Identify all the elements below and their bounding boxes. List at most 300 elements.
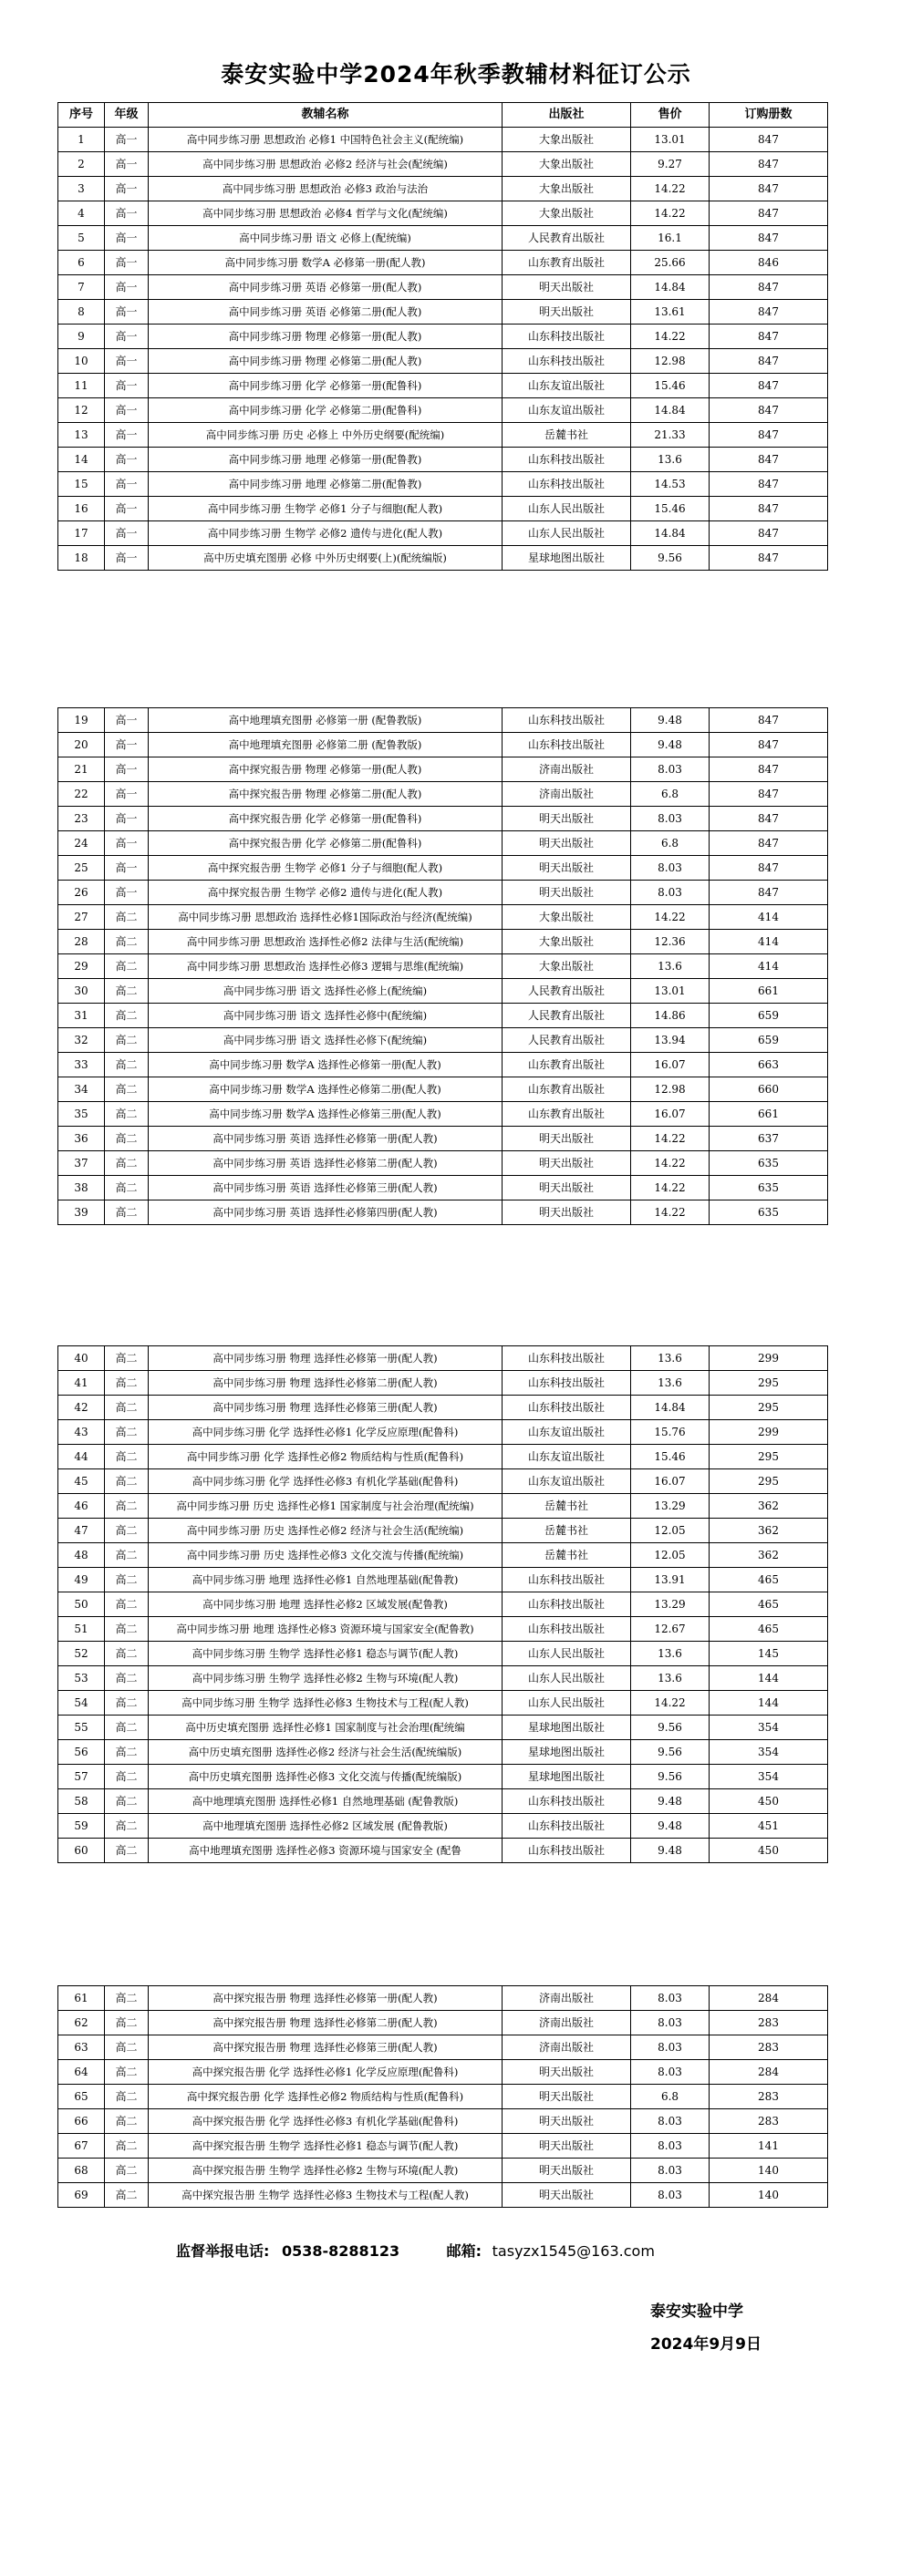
cell-price: 13.29	[631, 1592, 710, 1617]
cell-grade: 高一	[105, 521, 149, 546]
table-row	[58, 1617, 828, 1642]
cell-no: 30	[58, 979, 105, 1004]
cell-price: 14.22	[631, 325, 710, 349]
phone-label: 监督举报电话:	[176, 2242, 270, 2260]
cell-qty: 465	[710, 1592, 828, 1617]
table-row	[58, 757, 828, 782]
cell-no: 39	[58, 1200, 105, 1225]
cell-name: 高中同步练习册 数学A 选择性必修第三册(配人教)	[149, 1102, 503, 1127]
cell-publisher: 大象出版社	[503, 201, 631, 226]
cell-name: 高中同步练习册 数学A 选择性必修第一册(配人教)	[149, 1053, 503, 1077]
cell-qty: 847	[710, 275, 828, 300]
cell-no: 57	[58, 1765, 105, 1789]
cell-qty: 354	[710, 1716, 828, 1740]
cell-qty: 847	[710, 708, 828, 733]
cell-name: 高中同步练习册 历史 选择性必修1 国家制度与社会治理(配统编)	[149, 1494, 503, 1519]
page-title: 泰安实验中学2024年秋季教辅材料征订公示	[221, 61, 691, 88]
table-row	[58, 1028, 828, 1053]
cell-publisher: 明天出版社	[503, 2183, 631, 2208]
cell-qty: 661	[710, 1102, 828, 1127]
cell-qty: 847	[710, 128, 828, 152]
cell-publisher: 山东友谊出版社	[503, 1445, 631, 1469]
cell-no: 17	[58, 521, 105, 546]
cell-grade: 高一	[105, 201, 149, 226]
cell-qty: 451	[710, 1814, 828, 1839]
cell-price: 9.48	[631, 1814, 710, 1839]
materials-table-part-4	[57, 1985, 828, 2208]
cell-qty: 141	[710, 2134, 828, 2159]
cell-grade: 高二	[105, 1102, 149, 1127]
cell-price: 12.05	[631, 1519, 710, 1543]
cell-publisher: 山东友谊出版社	[503, 398, 631, 423]
cell-publisher: 明天出版社	[503, 831, 631, 856]
cell-price: 16.07	[631, 1102, 710, 1127]
cell-no: 60	[58, 1839, 105, 1863]
cell-no: 24	[58, 831, 105, 856]
cell-name: 高中同步练习册 英语 必修第二册(配人教)	[149, 300, 503, 325]
table-row	[58, 2011, 828, 2035]
cell-name: 高中同步练习册 历史 必修上 中外历史纲要(配统编)	[149, 423, 503, 448]
cell-grade: 高二	[105, 1789, 149, 1814]
cell-grade: 高二	[105, 1371, 149, 1396]
cell-price: 12.67	[631, 1617, 710, 1642]
table-row	[58, 128, 828, 152]
cell-qty: 635	[710, 1200, 828, 1225]
cell-name: 高中同步练习册 物理 选择性必修第三册(配人教)	[149, 1396, 503, 1420]
cell-publisher: 星球地图出版社	[503, 1765, 631, 1789]
cell-grade: 高二	[105, 1445, 149, 1469]
table-row	[58, 1986, 828, 2011]
cell-name: 高中探究报告册 生物学 选择性必修3 生物技术与工程(配人教)	[149, 2183, 503, 2208]
cell-name: 高中同步练习册 英语 选择性必修第一册(配人教)	[149, 1127, 503, 1151]
table-header-row	[58, 103, 828, 128]
cell-name: 高中同步练习册 化学 选择性必修2 物质结构与性质(配鲁科)	[149, 1445, 503, 1469]
header-no: 序号	[58, 103, 105, 128]
cell-no: 68	[58, 2159, 105, 2183]
cell-grade: 高二	[105, 2159, 149, 2183]
cell-publisher: 山东友谊出版社	[503, 374, 631, 398]
cell-grade: 高二	[105, 930, 149, 954]
cell-grade: 高二	[105, 1716, 149, 1740]
cell-name: 高中探究报告册 化学 必修第一册(配鲁科)	[149, 807, 503, 831]
cell-grade: 高一	[105, 226, 149, 251]
cell-qty: 295	[710, 1445, 828, 1469]
table-row	[58, 325, 828, 349]
cell-no: 52	[58, 1642, 105, 1666]
cell-grade: 高二	[105, 1077, 149, 1102]
cell-grade: 高二	[105, 1543, 149, 1568]
cell-qty: 847	[710, 398, 828, 423]
cell-publisher: 山东教育出版社	[503, 1102, 631, 1127]
cell-qty: 283	[710, 2085, 828, 2109]
cell-price: 12.98	[631, 1077, 710, 1102]
cell-price: 14.22	[631, 1176, 710, 1200]
cell-qty: 284	[710, 2060, 828, 2085]
cell-name: 高中同步练习册 地理 选择性必修1 自然地理基础(配鲁教)	[149, 1568, 503, 1592]
cell-no: 65	[58, 2085, 105, 2109]
cell-no: 50	[58, 1592, 105, 1617]
cell-qty: 847	[710, 177, 828, 201]
cell-grade: 高二	[105, 1028, 149, 1053]
cell-qty: 847	[710, 325, 828, 349]
cell-publisher: 山东科技出版社	[503, 1814, 631, 1839]
cell-qty: 847	[710, 300, 828, 325]
cell-publisher: 山东科技出版社	[503, 448, 631, 472]
cell-grade: 高二	[105, 1839, 149, 1863]
table-row	[58, 1839, 828, 1863]
cell-grade: 高二	[105, 1469, 149, 1494]
cell-price: 12.98	[631, 349, 710, 374]
cell-name: 高中历史填充图册 选择性必修2 经济与社会生活(配统编版)	[149, 1740, 503, 1765]
cell-publisher: 山东人民出版社	[503, 521, 631, 546]
cell-qty: 847	[710, 497, 828, 521]
cell-grade: 高二	[105, 1592, 149, 1617]
cell-name: 高中探究报告册 化学 选择性必修2 物质结构与性质(配鲁科)	[149, 2085, 503, 2109]
cell-price: 16.07	[631, 1469, 710, 1494]
cell-price: 13.6	[631, 1642, 710, 1666]
cell-name: 高中同步练习册 生物学 选择性必修1 稳态与调节(配人教)	[149, 1642, 503, 1666]
cell-price: 8.03	[631, 757, 710, 782]
cell-qty: 635	[710, 1176, 828, 1200]
cell-grade: 高二	[105, 2011, 149, 2035]
cell-qty: 140	[710, 2159, 828, 2183]
cell-qty: 284	[710, 1986, 828, 2011]
cell-no: 40	[58, 1346, 105, 1371]
cell-no: 10	[58, 349, 105, 374]
cell-qty: 663	[710, 1053, 828, 1077]
table-row	[58, 1077, 828, 1102]
cell-publisher: 山东教育出版社	[503, 1077, 631, 1102]
cell-grade: 高一	[105, 733, 149, 757]
materials-table-part-3	[57, 1345, 828, 1863]
cell-price: 16.1	[631, 226, 710, 251]
cell-grade: 高二	[105, 1494, 149, 1519]
cell-qty: 847	[710, 152, 828, 177]
cell-price: 6.8	[631, 2085, 710, 2109]
cell-grade: 高一	[105, 708, 149, 733]
cell-name: 高中探究报告册 物理 必修第二册(配人教)	[149, 782, 503, 807]
table-row	[58, 300, 828, 325]
table-row	[58, 2159, 828, 2183]
cell-publisher: 济南出版社	[503, 1986, 631, 2011]
cell-no: 18	[58, 546, 105, 571]
cell-no: 33	[58, 1053, 105, 1077]
cell-publisher: 山东友谊出版社	[503, 1469, 631, 1494]
cell-qty: 299	[710, 1346, 828, 1371]
cell-qty: 847	[710, 472, 828, 497]
cell-no: 22	[58, 782, 105, 807]
cell-qty: 299	[710, 1420, 828, 1445]
cell-no: 2	[58, 152, 105, 177]
cell-grade: 高二	[105, 2035, 149, 2060]
cell-grade: 高一	[105, 152, 149, 177]
table-row	[58, 275, 828, 300]
cell-qty: 140	[710, 2183, 828, 2208]
cell-name: 高中探究报告册 生物学 必修2 遗传与进化(配人教)	[149, 881, 503, 905]
table-row	[58, 2085, 828, 2109]
cell-grade: 高二	[105, 1666, 149, 1691]
cell-grade: 高一	[105, 546, 149, 571]
materials-table-part-1	[57, 102, 828, 571]
cell-price: 21.33	[631, 423, 710, 448]
cell-name: 高中同步练习册 地理 必修第二册(配鲁教)	[149, 472, 503, 497]
cell-grade: 高一	[105, 300, 149, 325]
email-label: 邮箱:	[446, 2242, 482, 2260]
cell-name: 高中同步练习册 物理 选择性必修第二册(配人教)	[149, 1371, 503, 1396]
cell-price: 14.84	[631, 398, 710, 423]
cell-grade: 高二	[105, 1200, 149, 1225]
cell-no: 27	[58, 905, 105, 930]
cell-name: 高中同步练习册 语文 选择性必修中(配统编)	[149, 1004, 503, 1028]
cell-grade: 高一	[105, 423, 149, 448]
cell-qty: 362	[710, 1543, 828, 1568]
cell-qty: 847	[710, 881, 828, 905]
cell-no: 14	[58, 448, 105, 472]
cell-qty: 465	[710, 1568, 828, 1592]
cell-no: 11	[58, 374, 105, 398]
table-row	[58, 1176, 828, 1200]
table-row	[58, 1420, 828, 1445]
cell-publisher: 山东科技出版社	[503, 1346, 631, 1371]
cell-no: 34	[58, 1077, 105, 1102]
table-row	[58, 152, 828, 177]
table-row	[58, 930, 828, 954]
table-row	[58, 398, 828, 423]
cell-publisher: 岳麓书社	[503, 1494, 631, 1519]
table-row	[58, 954, 828, 979]
cell-price: 25.66	[631, 251, 710, 275]
cell-qty: 660	[710, 1077, 828, 1102]
cell-price: 8.03	[631, 2159, 710, 2183]
cell-no: 44	[58, 1445, 105, 1469]
table-row	[58, 448, 828, 472]
cell-no: 67	[58, 2134, 105, 2159]
cell-price: 8.03	[631, 2134, 710, 2159]
cell-name: 高中同步练习册 历史 选择性必修3 文化交流与传播(配统编)	[149, 1543, 503, 1568]
cell-grade: 高一	[105, 831, 149, 856]
cell-price: 9.56	[631, 1740, 710, 1765]
cell-qty: 847	[710, 807, 828, 831]
cell-price: 13.01	[631, 128, 710, 152]
cell-name: 高中历史填充图册 必修 中外历史纲要(上)(配统编版)	[149, 546, 503, 571]
cell-no: 19	[58, 708, 105, 733]
cell-no: 16	[58, 497, 105, 521]
table-row	[58, 497, 828, 521]
cell-qty: 283	[710, 2109, 828, 2134]
cell-grade: 高二	[105, 1986, 149, 2011]
cell-publisher: 山东科技出版社	[503, 325, 631, 349]
cell-grade: 高一	[105, 374, 149, 398]
cell-no: 37	[58, 1151, 105, 1176]
cell-grade: 高二	[105, 1151, 149, 1176]
cell-name: 高中地理填充图册 选择性必修3 资源环境与国家安全 (配鲁	[149, 1839, 503, 1863]
report-phone-line	[176, 2240, 655, 2261]
cell-qty: 354	[710, 1765, 828, 1789]
cell-no: 9	[58, 325, 105, 349]
cell-qty: 414	[710, 905, 828, 930]
cell-price: 14.22	[631, 1151, 710, 1176]
cell-publisher: 岳麓书社	[503, 423, 631, 448]
cell-grade: 高二	[105, 1346, 149, 1371]
email-address: tasyzx1545@163.com	[492, 2242, 655, 2260]
cell-publisher: 明天出版社	[503, 300, 631, 325]
cell-name: 高中同步练习册 物理 必修第二册(配人教)	[149, 349, 503, 374]
cell-no: 66	[58, 2109, 105, 2134]
cell-grade: 高二	[105, 1814, 149, 1839]
cell-no: 53	[58, 1666, 105, 1691]
cell-price: 9.56	[631, 1716, 710, 1740]
cell-name: 高中同步练习册 思想政治 必修1 中国特色社会主义(配统编)	[149, 128, 503, 152]
cell-no: 55	[58, 1716, 105, 1740]
cell-price: 13.6	[631, 448, 710, 472]
cell-qty: 283	[710, 2035, 828, 2060]
cell-no: 64	[58, 2060, 105, 2085]
table-row	[58, 979, 828, 1004]
cell-publisher: 大象出版社	[503, 128, 631, 152]
cell-name: 高中同步练习册 地理 选择性必修3 资源环境与国家安全(配鲁教)	[149, 1617, 503, 1642]
cell-price: 14.84	[631, 1396, 710, 1420]
cell-qty: 847	[710, 226, 828, 251]
cell-price: 14.53	[631, 472, 710, 497]
cell-name: 高中地理填充图册 必修第二册 (配鲁教版)	[149, 733, 503, 757]
cell-price: 8.03	[631, 2035, 710, 2060]
cell-price: 12.05	[631, 1543, 710, 1568]
cell-price: 15.76	[631, 1420, 710, 1445]
cell-grade: 高一	[105, 497, 149, 521]
cell-no: 38	[58, 1176, 105, 1200]
cell-qty: 450	[710, 1839, 828, 1863]
cell-name: 高中地理填充图册 选择性必修1 自然地理基础 (配鲁教版)	[149, 1789, 503, 1814]
cell-grade: 高二	[105, 1053, 149, 1077]
cell-qty: 145	[710, 1642, 828, 1666]
cell-name: 高中同步练习册 数学A 必修第一册(配人教)	[149, 251, 503, 275]
cell-price: 12.36	[631, 930, 710, 954]
cell-price: 13.01	[631, 979, 710, 1004]
cell-price: 14.22	[631, 1691, 710, 1716]
cell-publisher: 大象出版社	[503, 152, 631, 177]
cell-no: 35	[58, 1102, 105, 1127]
cell-name: 高中同步练习册 思想政治 必修2 经济与社会(配统编)	[149, 152, 503, 177]
cell-name: 高中同步练习册 语文 选择性必修上(配统编)	[149, 979, 503, 1004]
cell-no: 51	[58, 1617, 105, 1642]
table-row	[58, 2134, 828, 2159]
cell-qty: 414	[710, 930, 828, 954]
cell-publisher: 山东科技出版社	[503, 1371, 631, 1396]
table-row	[58, 1765, 828, 1789]
cell-publisher: 山东科技出版社	[503, 1592, 631, 1617]
cell-name: 高中探究报告册 化学 选择性必修3 有机化学基础(配鲁科)	[149, 2109, 503, 2134]
table-row	[58, 831, 828, 856]
table-row	[58, 1396, 828, 1420]
cell-no: 15	[58, 472, 105, 497]
cell-grade: 高二	[105, 905, 149, 930]
cell-price: 13.29	[631, 1494, 710, 1519]
table-row	[58, 1592, 828, 1617]
cell-price: 13.6	[631, 954, 710, 979]
cell-publisher: 山东科技出版社	[503, 349, 631, 374]
cell-price: 14.84	[631, 275, 710, 300]
cell-name: 高中探究报告册 物理 必修第一册(配人教)	[149, 757, 503, 782]
cell-name: 高中探究报告册 生物学 选择性必修1 稳态与调节(配人教)	[149, 2134, 503, 2159]
table-row	[58, 782, 828, 807]
cell-no: 61	[58, 1986, 105, 2011]
table-row	[58, 1346, 828, 1371]
table-row	[58, 374, 828, 398]
cell-publisher: 人民教育出版社	[503, 1028, 631, 1053]
cell-no: 43	[58, 1420, 105, 1445]
table-row	[58, 2183, 828, 2208]
cell-grade: 高二	[105, 979, 149, 1004]
header-grade: 年级	[105, 103, 149, 128]
cell-name: 高中同步练习册 历史 选择性必修2 经济与社会生活(配统编)	[149, 1519, 503, 1543]
cell-publisher: 山东科技出版社	[503, 1568, 631, 1592]
cell-no: 32	[58, 1028, 105, 1053]
cell-qty: 465	[710, 1617, 828, 1642]
header-publisher: 出版社	[503, 103, 631, 128]
cell-name: 高中同步练习册 英语 必修第一册(配人教)	[149, 275, 503, 300]
cell-grade: 高二	[105, 954, 149, 979]
cell-no: 69	[58, 2183, 105, 2208]
cell-publisher: 山东友谊出版社	[503, 1420, 631, 1445]
cell-price: 9.27	[631, 152, 710, 177]
cell-name: 高中同步练习册 生物学 选择性必修2 生物与环境(配人教)	[149, 1666, 503, 1691]
cell-name: 高中同步练习册 数学A 选择性必修第二册(配人教)	[149, 1077, 503, 1102]
cell-price: 13.91	[631, 1568, 710, 1592]
cell-name: 高中同步练习册 生物学 选择性必修3 生物技术与工程(配人教)	[149, 1691, 503, 1716]
cell-grade: 高一	[105, 472, 149, 497]
cell-name: 高中地理填充图册 必修第一册 (配鲁教版)	[149, 708, 503, 733]
cell-price: 8.03	[631, 2109, 710, 2134]
cell-publisher: 明天出版社	[503, 2109, 631, 2134]
cell-publisher: 山东科技出版社	[503, 1617, 631, 1642]
table-row	[58, 1445, 828, 1469]
cell-price: 15.46	[631, 1445, 710, 1469]
cell-grade: 高二	[105, 1176, 149, 1200]
cell-qty: 354	[710, 1740, 828, 1765]
cell-no: 41	[58, 1371, 105, 1396]
cell-no: 1	[58, 128, 105, 152]
cell-qty: 847	[710, 856, 828, 881]
table-row	[58, 1127, 828, 1151]
cell-publisher: 山东人民出版社	[503, 497, 631, 521]
cell-price: 14.86	[631, 1004, 710, 1028]
table-row	[58, 226, 828, 251]
cell-name: 高中探究报告册 生物学 选择性必修2 生物与环境(配人教)	[149, 2159, 503, 2183]
cell-price: 6.8	[631, 831, 710, 856]
cell-qty: 635	[710, 1151, 828, 1176]
cell-publisher: 山东教育出版社	[503, 251, 631, 275]
cell-publisher: 山东科技出版社	[503, 1789, 631, 1814]
cell-grade: 高二	[105, 1396, 149, 1420]
cell-no: 42	[58, 1396, 105, 1420]
cell-price: 13.6	[631, 1666, 710, 1691]
cell-grade: 高一	[105, 251, 149, 275]
cell-name: 高中探究报告册 化学 必修第二册(配鲁科)	[149, 831, 503, 856]
cell-publisher: 山东科技出版社	[503, 1396, 631, 1420]
cell-publisher: 岳麓书社	[503, 1519, 631, 1543]
cell-grade: 高一	[105, 275, 149, 300]
phone-number: 0538-8288123	[281, 2242, 400, 2260]
cell-name: 高中同步练习册 思想政治 选择性必修3 逻辑与思维(配统编)	[149, 954, 503, 979]
table-row	[58, 1543, 828, 1568]
cell-qty: 414	[710, 954, 828, 979]
cell-no: 7	[58, 275, 105, 300]
table-row	[58, 1151, 828, 1176]
cell-qty: 847	[710, 831, 828, 856]
cell-price: 8.03	[631, 856, 710, 881]
table-row	[58, 349, 828, 374]
cell-name: 高中地理填充图册 选择性必修2 区域发展 (配鲁教版)	[149, 1814, 503, 1839]
